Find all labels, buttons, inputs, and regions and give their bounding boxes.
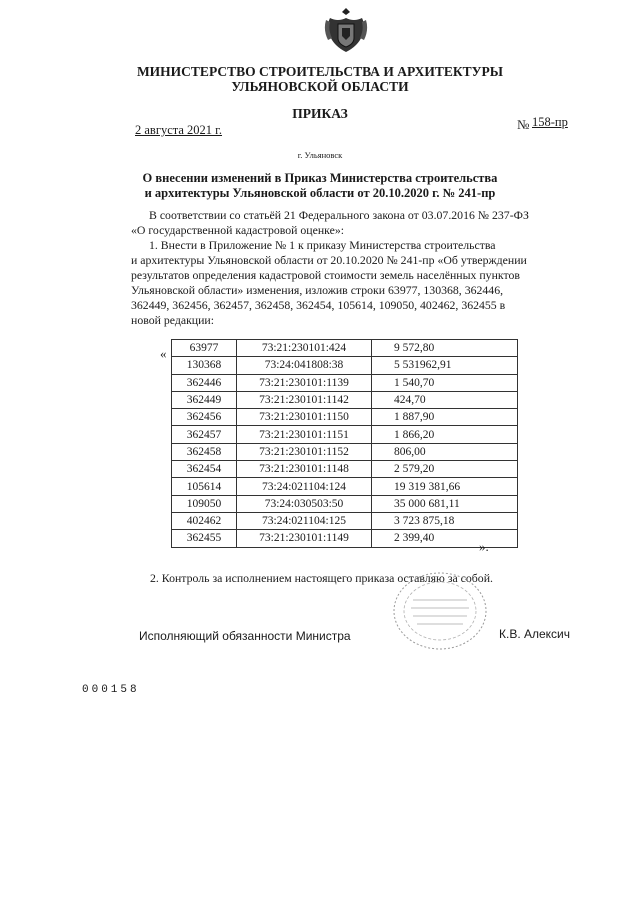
intro-line: В соответствии со статьёй 21 Федерального закона от 03.07.2016 № 237-ФЗ [149,208,529,222]
item1-line: 1. Внести в Приложение № 1 к приказу Министерства строительства [149,238,496,252]
signatory-name: К.В. Алексич [499,627,571,641]
item1-line: результатов определения кадастровой стоимости земель населённых пунктов [131,268,520,282]
cadastral-table [171,339,518,548]
round-seal-stamp [385,566,495,651]
document-serial: 000158 [82,684,140,696]
intro-paragraph [131,208,571,238]
ministry-title-line2: УЛЬЯНОВСКОЙ ОБЛАСТИ [231,79,409,94]
table-row: 109050 73:24:030503:50 35 000 681,11 [172,495,518,512]
document-number: 158-пр [532,115,568,129]
city: г. Ульяновск [297,150,343,160]
table-row: 105614 73:24:021104:124 19 319 381,66 [172,478,518,495]
table-row: 63977 73:21:230101:424 9 572,80 [172,340,518,357]
signatory-position: Исполняющий обязанности Министра [139,629,351,643]
table-row: 362456 73:21:230101:1150 1 887,90 [172,409,518,426]
table-row: 362458 73:21:230101:1152 806,00 [172,443,518,460]
table-row: 362446 73:21:230101:1139 1 540,70 [172,374,518,391]
quote-close: ». [479,539,489,554]
document-date: 2 августа 2021 г. [135,123,223,137]
table-row: 402462 73:24:021104:125 3 723 875,18 [172,512,518,529]
table-row: 362449 73:21:230101:1142 424,70 [172,391,518,408]
subject-line2: и архитектуры Ульяновской области от 20.10.2020 г. № 241-пр [144,186,496,200]
coat-of-arms-icon [324,6,368,56]
intro-line: «О государственной кадастровой оценке»: [131,223,345,237]
table-row: 362455 73:21:230101:1149 2 399,40 [172,530,518,547]
subject-line1: О внесении изменений в Приказ Министерства строительства [142,171,498,185]
item1-line: Ульяновской области» изменения, изложив строки 63977, 130368, 362446, [131,283,504,297]
table-row: 362457 73:21:230101:1151 1 866,20 [172,426,518,443]
ministry-title-line1: МИНИСТЕРСТВО СТРОИТЕЛЬСТВА И АРХИТЕКТУРЫ [136,64,504,79]
item1-paragraph [131,238,571,328]
item1-line: новой редакции: [131,313,215,327]
item1-line: 362449, 362456, 362457, 362458, 362454, 105614, 109050, 402462, 362455 в [131,298,506,312]
table-row: 130368 73:24:041808:38 5 531962,91 [172,357,518,374]
item1-line: и архитектуры Ульяновской области от 20.10.2020 № 241-пр «Об утверждении [131,253,527,267]
document-type: ПРИКАЗ [292,106,348,121]
item2-paragraph: 2. Контроль за исполнением настоящего приказа оставляю за собой. [150,571,493,585]
number-label: № [517,117,530,132]
table-row: 362454 73:21:230101:1148 2 579,20 [172,461,518,478]
quote-open: « [160,346,167,361]
